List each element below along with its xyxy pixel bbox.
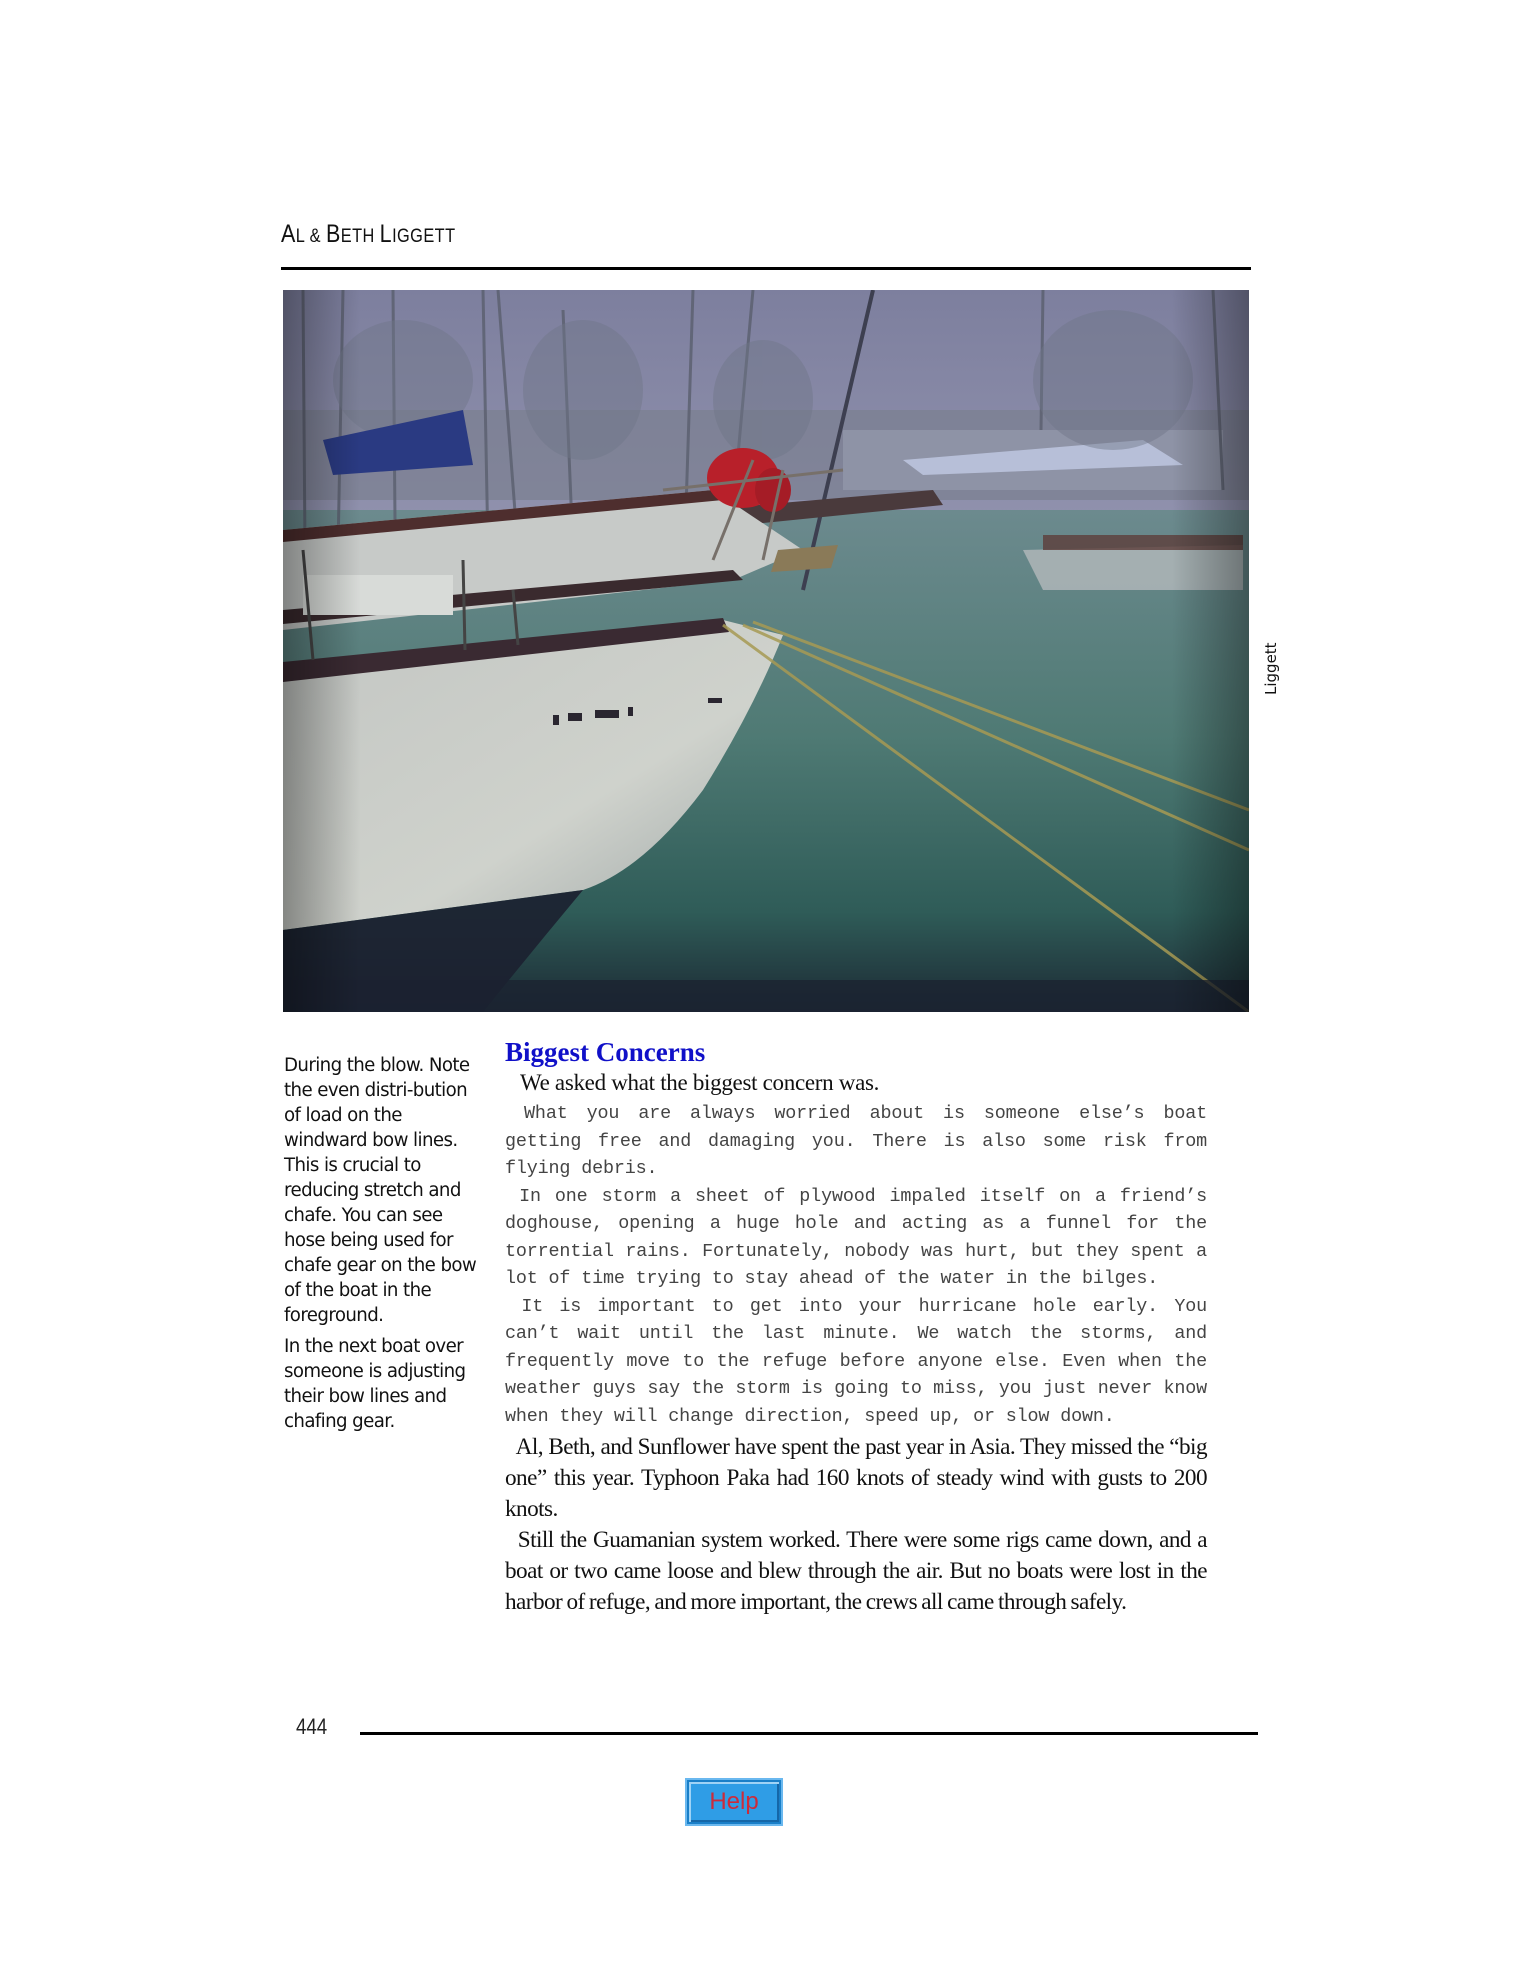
running-head-part: ETH [340, 226, 380, 247]
body-text-span: Al, Beth, and Sunflower have spent the past year in Asia. They missed the “big one” this year. Typhoon Paka had 160 knots of steady wind with gusts to 200 knots. [505, 1434, 1207, 1522]
running-head-part: IGGETT [392, 226, 456, 247]
running-head-part: A [281, 220, 296, 248]
running-head-part: B [325, 220, 341, 248]
photo-caption [284, 1053, 484, 1440]
page-number: 444 [296, 1714, 328, 1739]
storm-harbor-photo [283, 290, 1249, 1012]
body-paragraph [505, 1432, 1207, 1525]
quote-paragraph [505, 1183, 1207, 1293]
body-text-span: Still the Guamanian system worked. There were some rigs came down, and a boat or two came loose and blew through the air. But no boats were lost in the harbor of refuge, and more important, the crews all came through safely. [505, 1527, 1208, 1615]
header-rule [281, 267, 1251, 270]
caption-paragraph: In the next boat over someone is adjusting their bow lines and chafing gear. [284, 1336, 466, 1432]
quote-paragraph [505, 1100, 1207, 1183]
body-paragraph [505, 1525, 1207, 1618]
photo-illustration [283, 290, 1249, 1012]
footer-rule [360, 1732, 1258, 1735]
running-head-part: L & [295, 226, 326, 247]
running-head-part: L [379, 220, 393, 248]
quote-text: In one storm a sheet of plywood impaled itself on a friend’s doghouse, opening a huge hole and acting as a funnel for the torrential rains. Fortunately, nobody was hurt, but they spent a lot of time trying to stay ahead of the water in the bilges. [505, 1185, 1208, 1289]
quote-paragraph [505, 1293, 1207, 1431]
article-body [505, 1036, 1207, 1618]
body-text [505, 1432, 1207, 1618]
photo-credit: Liggett [1262, 642, 1280, 695]
section-title: Biggest Concerns [505, 1037, 706, 1067]
quote-block [505, 1100, 1207, 1430]
help-button[interactable]: Help [687, 1780, 781, 1824]
quote-text: What you are always worried about is someone else’s boat getting free and damaging you. There is also some risk from flying debris. [505, 1103, 1207, 1179]
caption-paragraph: During the blow. Note the even distri-bution of load on the windward bow lines. This is crucial to reducing stretch and chafe. You can see hose being used for chafe gear on the bow of the boat in the foreground. [284, 1055, 477, 1326]
running-head [281, 220, 455, 249]
quote-text: It is important to get into your hurricane hole early. You can’t wait until the last minute. We watch the storms, and frequently move to the refuge before anyone else. Even when the weather guys say the storm is going to miss, you just never know when they will change direction, speed up, or slow down. [505, 1295, 1208, 1427]
lead-paragraph: We asked what the biggest concern was. [520, 1070, 880, 1095]
